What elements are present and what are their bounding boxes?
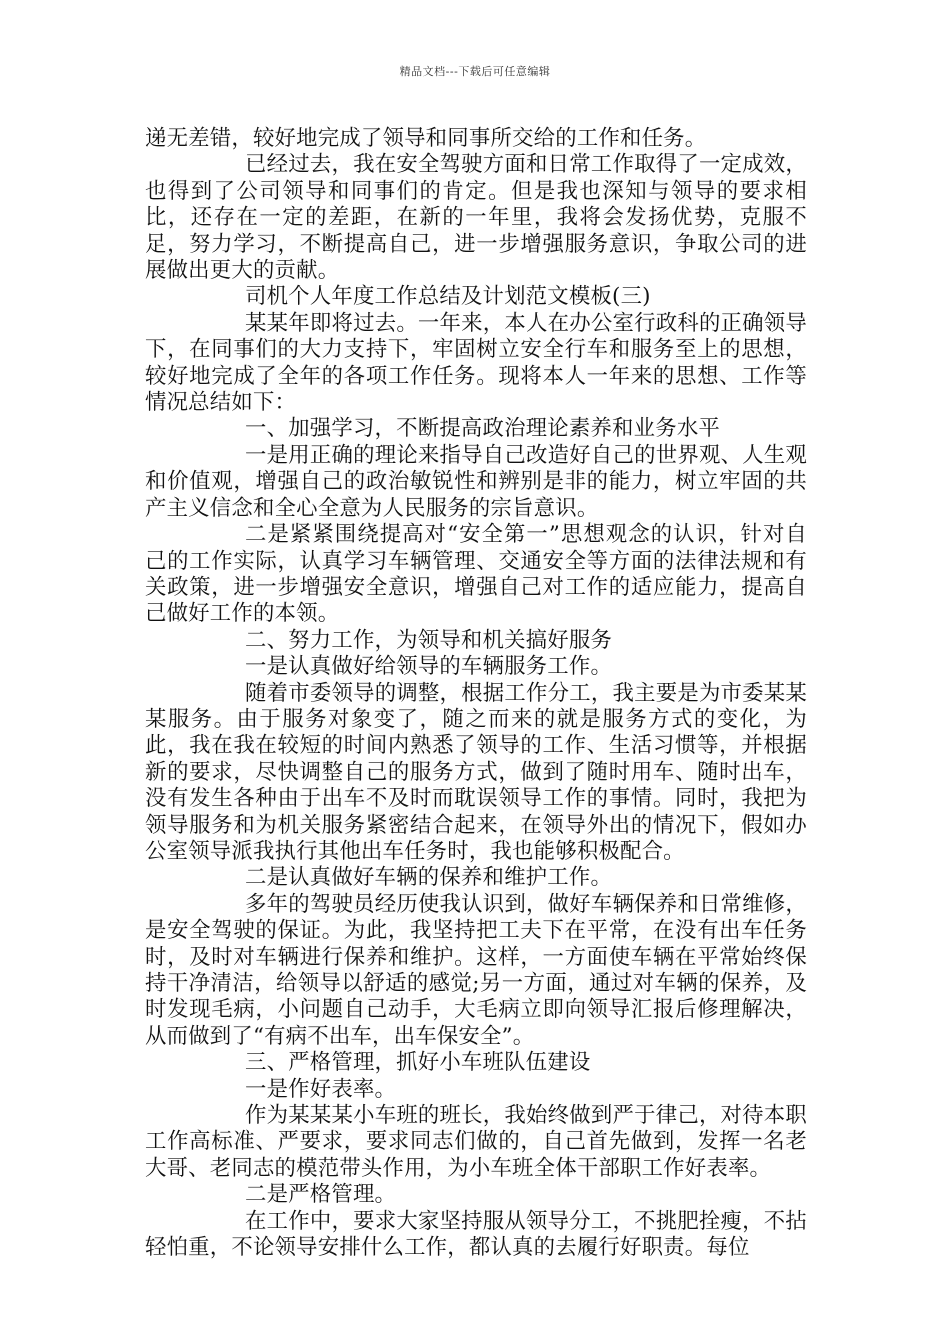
document-body [145, 126, 807, 1261]
paragraph: 随着市委领导的调整，根据工作分工，我主要是为市委某某某服务。由于服务对象变了，随之而来的就是服务方式的变化，为此，我在我在较短的时间内熟悉了领导的工作、生活习惯等，并根据新的要求，尽快调整自己的服务方式，做到了随时用车、随时出车，没有发生各种由于出车不及时而耽误领导工作的事情。同时，我把为领导服务和为机关服务紧密结合起来，在领导外出的情况下，假如办公室领导派我执行其他出车任务时，我也能够积极配合。 [145, 680, 807, 864]
paragraph: 一是用正确的理论来指导自己改造好自己的世界观、人生观和价值观，增强自己的政治敏锐性和辨别是非的能力，树立牢固的共产主义信念和全心全意为人民服务的宗旨意识。 [145, 442, 807, 521]
subheading: 一是作好表率。 [245, 1076, 397, 1102]
subheading: 二是认真做好车辆的保养和维护工作。 [245, 865, 613, 891]
paragraph: 二是紧紧围绕提高对“安全第一”思想观念的认识，针对自己的工作实际，认真学习车辆管理、交通安全等方面的法律法规和有关政策，进一步增强安全意识，增强自己对工作的适应能力，提高自己做好工作的本领。 [145, 522, 807, 627]
section-heading: 二、努力工作，为领导和机关搞好服务 [245, 627, 613, 653]
paragraph: 递无差错，较好地完成了领导和同事所交给的工作和任务。 [145, 126, 707, 151]
subheading: 一是认真做好给领导的车辆服务工作。 [245, 654, 613, 680]
page-header: 精品文档---下载后可任意编辑 [399, 65, 551, 78]
paragraph: 某某年即将过去。一年来，本人在办公室行政科的正确领导下，在同事们的大力支持下，牢固树立安全行车和服务至上的思想，较好地完成了全年的各项工作任务。现将本人一年来的思想、工作等情况总结如下： [145, 310, 807, 416]
section-title: 司机个人年度工作总结及计划范文模板(三) [245, 284, 651, 310]
paragraph: 多年的驾驶员经历使我认识到，做好车辆保养和日常维修，是安全驾驶的保证。为此，我坚持把工夫下在平常，在没有出车任务时，及时对车辆进行保养和维护。这样，一方面使车辆在平常始终保持干净清洁，给领导以舒适的感觉;另一方面，通过对车辆的保养，及时发现毛病，小问题自己动手，大毛病立即向领导汇报后修理解决，从而做到了“有病不出车，出车保安全”。 [145, 891, 807, 1049]
subheading: 二是严格管理。 [245, 1182, 397, 1208]
paragraph: 在工作中，要求大家坚持服从领导分工，不挑肥拴瘦，不拈轻怕重，不论领导安排什么工作，都认真的去履行好职责。每位 [145, 1208, 807, 1261]
paragraph: 已经过去，我在安全驾驶方面和日常工作取得了一定成效，也得到了公司领导和同事们的肯定。但是我也深知与领导的要求相比，还存在一定的差距，在新的一年里，我将会发扬优势，克服不足，努力学习，不断提高自己，进一步增强服务意识，争取公司的进展做出更大的贡献。 [145, 152, 807, 284]
paragraph: 作为某某某小车班的班长，我始终做到严于律己，对待本职工作高标准、严要求，要求同志们做的，自己首先做到，发挥一名老大哥、老同志的模范带头作用，为小车班全体干部职工作好表率。 [145, 1103, 807, 1181]
section-heading: 三、严格管理，抓好小车班队伍建设 [245, 1050, 591, 1076]
section-heading: 一、加强学习，不断提高政治理论素养和业务水平 [245, 416, 720, 442]
